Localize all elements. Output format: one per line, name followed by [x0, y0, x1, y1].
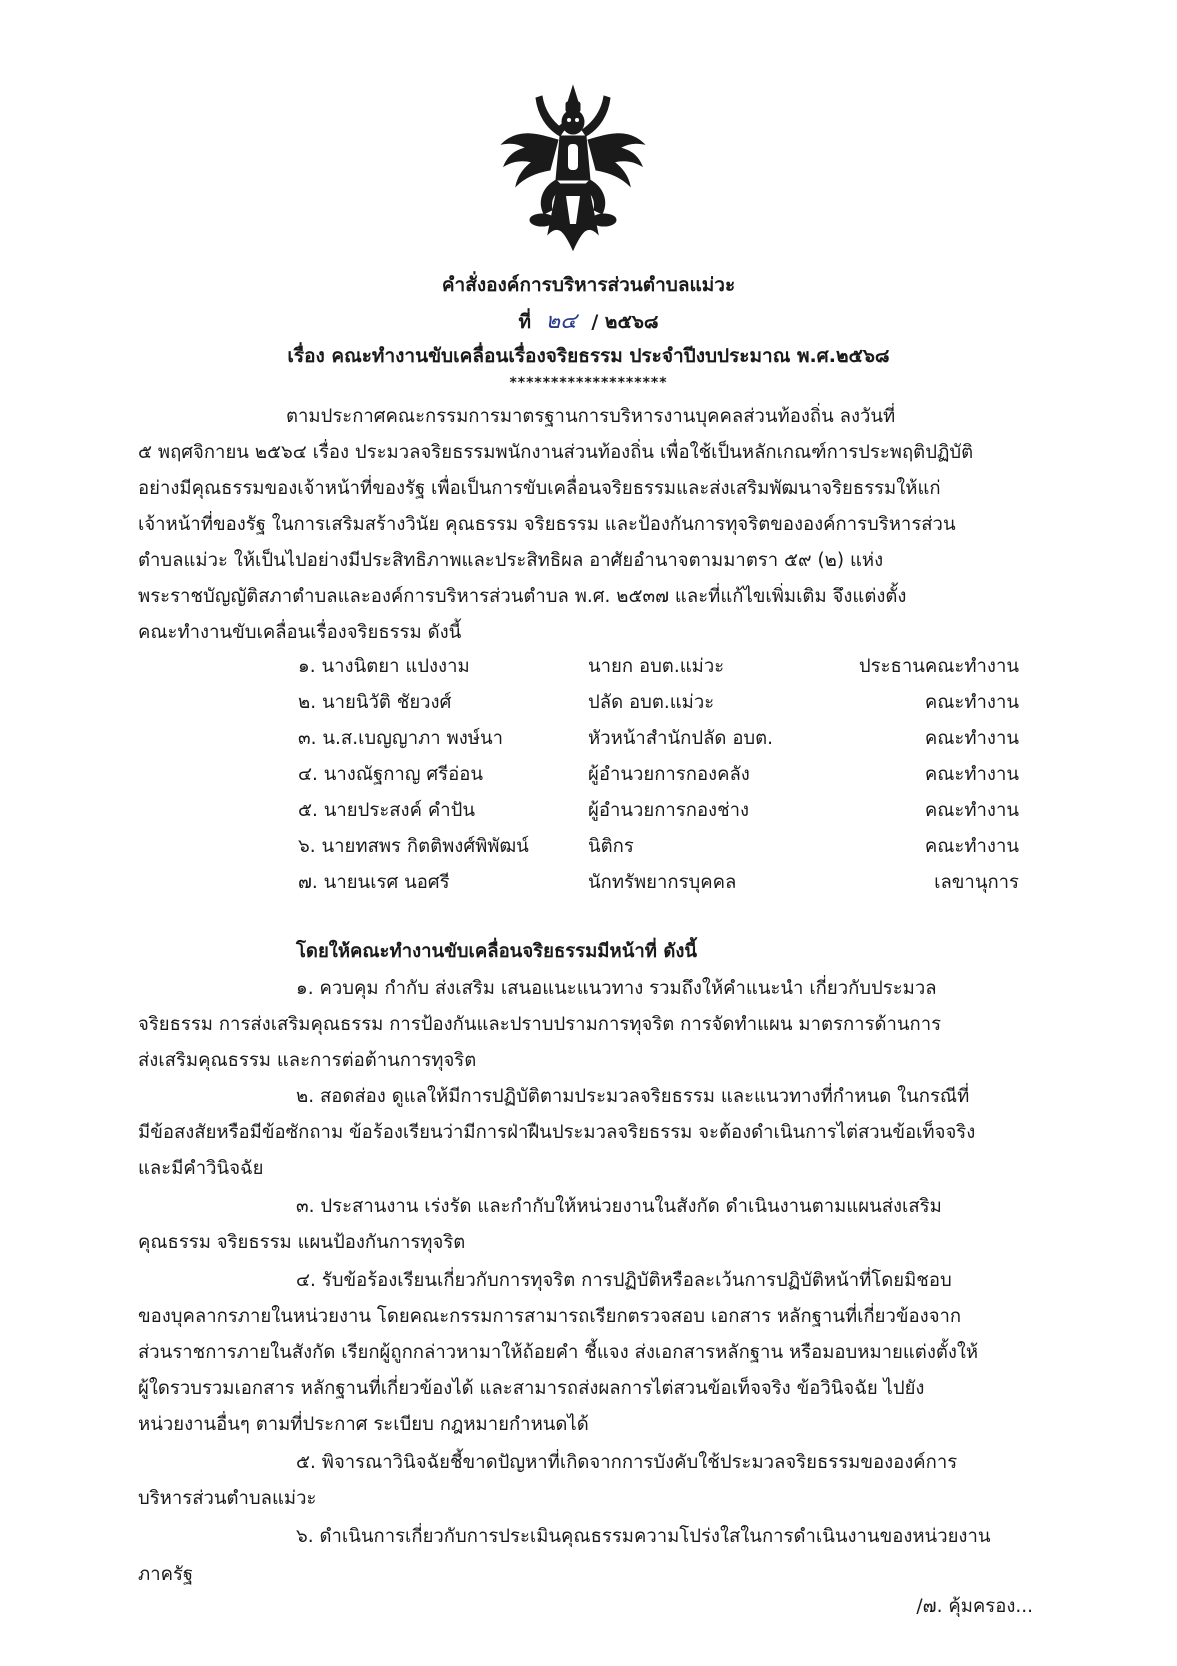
duty-4-line-5: หน่วยงานอื่นๆ ตามที่ประกาศ ระเบียบ กฎหมายกำหนดได้ [138, 1414, 589, 1435]
separator-stars: ******************* [509, 375, 668, 391]
member-role: คณะทำงาน [924, 764, 1019, 785]
duty-2-line-1: ๒. สอดส่อง ดูแลให้มีการปฏิบัติตามประมวลจริยธรรม และแนวทางที่กำหนด ในกรณีที่ [296, 1086, 970, 1107]
order-number-suffix: / ๒๕๖๘ [591, 311, 659, 333]
member-role: คณะทำงาน [924, 800, 1019, 821]
intro-line-4: เจ้าหน้าที่ของรัฐ ในการเสริมสร้างวินัย คุณธรรม จริยธรรม และป้องกันการทุจริตขององค์การบริหารส่วน [138, 514, 956, 535]
duty-1-line-1: ๑. ควบคุม กำกับ ส่งเสริม เสนอแนะแนวทาง รวมถึงให้คำแนะนำ เกี่ยวกับประมวล [296, 978, 937, 999]
order-number-handwritten: ๒๔ [545, 309, 577, 334]
member-position: นิติกร [588, 836, 634, 857]
order-number-prefix: ที่ [518, 311, 531, 333]
member-role: คณะทำงาน [924, 728, 1019, 749]
member-name: ๕. นายประสงค์ คำปัน [298, 800, 475, 821]
duty-6-line-2: ภาครัฐ [138, 1564, 194, 1585]
garuda-emblem-icon [498, 84, 648, 256]
member-position: นายก อบต.แม่วะ [588, 656, 725, 677]
duty-6-line-1: ๖. ดำเนินการเกี่ยวกับการประเมินคุณธรรมความโปร่งใสในการดำเนินงานของหน่วยงาน [296, 1526, 991, 1547]
member-name: ๒. นายนิวัติ ชัยวงศ์ [298, 692, 452, 713]
order-subject: เรื่อง คณะทำงานขับเคลื่อนเรื่องจริยธรรม ประจำปีงบประมาณ พ.ศ.๒๕๖๘ [287, 345, 890, 367]
duty-3-line-2: คุณธรรม จริยธรรม แผนป้องกันการทุจริต [138, 1232, 466, 1253]
member-position: ผู้อำนวยการกองคลัง [588, 764, 750, 785]
member-row [0, 652, 1177, 688]
member-row [0, 724, 1177, 760]
member-name: ๗. นายนเรศ นอศรี [298, 872, 450, 893]
intro-line-3: อย่างมีคุณธรรมของเจ้าหน้าที่ของรัฐ เพื่อเป็นการขับเคลื่อนจริยธรรมและส่งเสริมพัฒนาจริยธรรมให้แก่ [138, 478, 941, 499]
page-continuation: /๗. คุ้มครอง... [916, 1596, 1033, 1617]
member-role: คณะทำงาน [924, 836, 1019, 857]
intro-line-2: ๕ พฤศจิกายน ๒๕๖๔ เรื่อง ประมวลจริยธรรมพนักงานส่วนท้องถิ่น เพื่อใช้เป็นหลักเกณฑ์การประพฤติปฏิบัติ [138, 442, 974, 463]
member-row [0, 688, 1177, 724]
member-position: ผู้อำนวยการกองช่าง [588, 800, 750, 821]
member-name: ๓. น.ส.เบญญาภา พงษ์นา [298, 728, 504, 749]
duty-4-line-3: ส่วนราชการภายในสังกัด เรียกผู้ถูกกล่าวหามาให้ถ้อยคำ ชี้แจง ส่งเอกสารหลักฐาน หรือมอบหมายแต่งตั้งให้ [138, 1342, 979, 1363]
member-name: ๑. นางนิตยา แปงงาม [298, 656, 470, 677]
duty-4-line-2: ของบุคลากรภายในหน่วยงาน โดยคณะกรรมการสามารถเรียกตรวจสอบ เอกสาร หลักฐานที่เกี่ยวข้องจาก [138, 1306, 962, 1327]
duties-heading: โดยให้คณะทำงานขับเคลื่อนจริยธรรมมีหน้าที่ ดังนี้ [296, 941, 698, 962]
member-role: ประธานคณะทำงาน [858, 656, 1019, 677]
member-position: นักทรัพยากรบุคคล [588, 872, 737, 893]
member-row [0, 868, 1177, 904]
duty-4-line-4: ผู้ใดรวบรวมเอกสาร หลักฐานที่เกี่ยวข้องได้ และสามารถส่งผลการไต่สวนข้อเท็จจริง ข้อวินิจฉัย ไปยัง [138, 1378, 925, 1399]
member-role: เลขานุการ [934, 872, 1019, 893]
duty-1-line-3: ส่งเสริมคุณธรรม และการต่อต้านการทุจริต [138, 1050, 477, 1071]
order-title: คำสั่งองค์การบริหารส่วนตำบลแม่วะ [441, 274, 736, 296]
order-number [0, 303, 1177, 338]
member-row [0, 832, 1177, 868]
duty-1-line-2: จริยธรรม การส่งเสริมคุณธรรม การป้องกันและปราบปรามการทุจริต การจัดทำแผน มาตรการด้านการ [138, 1014, 942, 1035]
member-name: ๔. นางณัฐกาญ ศรีอ่อน [298, 764, 483, 785]
duty-5-line-2: บริหารส่วนตำบลแม่วะ [138, 1488, 317, 1509]
duty-3-line-1: ๓. ประสานงาน เร่งรัด และกำกับให้หน่วยงานในสังกัด ดำเนินงานตามแผนส่งเสริม [296, 1196, 942, 1217]
member-row [0, 760, 1177, 796]
duty-2-line-2: มีข้อสงสัยหรือมีข้อซักถาม ข้อร้องเรียนว่ามีการฝ่าฝืนประมวลจริยธรรม จะต้องดำเนินการไต่สวนข้อเท็จจริง [138, 1122, 976, 1143]
member-name: ๖. นายทสพร กิตติพงศ์พิพัฒน์ [298, 836, 529, 857]
member-position: ปลัด อบต.แม่วะ [588, 692, 715, 713]
duty-2-line-3: และมีคำวินิจฉัย [138, 1158, 264, 1179]
intro-line-6: พระราชบัญญัติสภาตำบลและองค์การบริหารส่วนตำบล พ.ศ. ๒๕๓๗ และที่แก้ไขเพิ่มเติม จึงแต่งตั้ง [138, 586, 907, 607]
intro-line-5: ตำบลแม่วะ ให้เป็นไปอย่างมีประสิทธิภาพและประสิทธิผล อาศัยอำนาจตามมาตรา ๕๙ (๒) แห่ง [138, 550, 884, 571]
intro-line-7: คณะทำงานขับเคลื่อนเรื่องจริยธรรม ดังนี้ [138, 622, 462, 643]
intro-line-1: ตามประกาศคณะกรรมการมาตรฐานการบริหารงานบุคคลส่วนท้องถิ่น ลงวันที่ [286, 406, 896, 427]
duty-4-line-1: ๔. รับข้อร้องเรียนเกี่ยวกับการทุจริต การปฏิบัติหรือละเว้นการปฏิบัติหน้าที่โดยมิชอบ [296, 1270, 952, 1291]
member-position: หัวหน้าสำนักปลัด อบต. [588, 728, 774, 749]
member-role: คณะทำงาน [924, 692, 1019, 713]
duty-5-line-1: ๕. พิจารณาวินิจฉัยชี้ขาดปัญหาที่เกิดจากการบังคับใช้ประมวลจริยธรรมขององค์การ [296, 1452, 958, 1473]
member-row [0, 796, 1177, 832]
